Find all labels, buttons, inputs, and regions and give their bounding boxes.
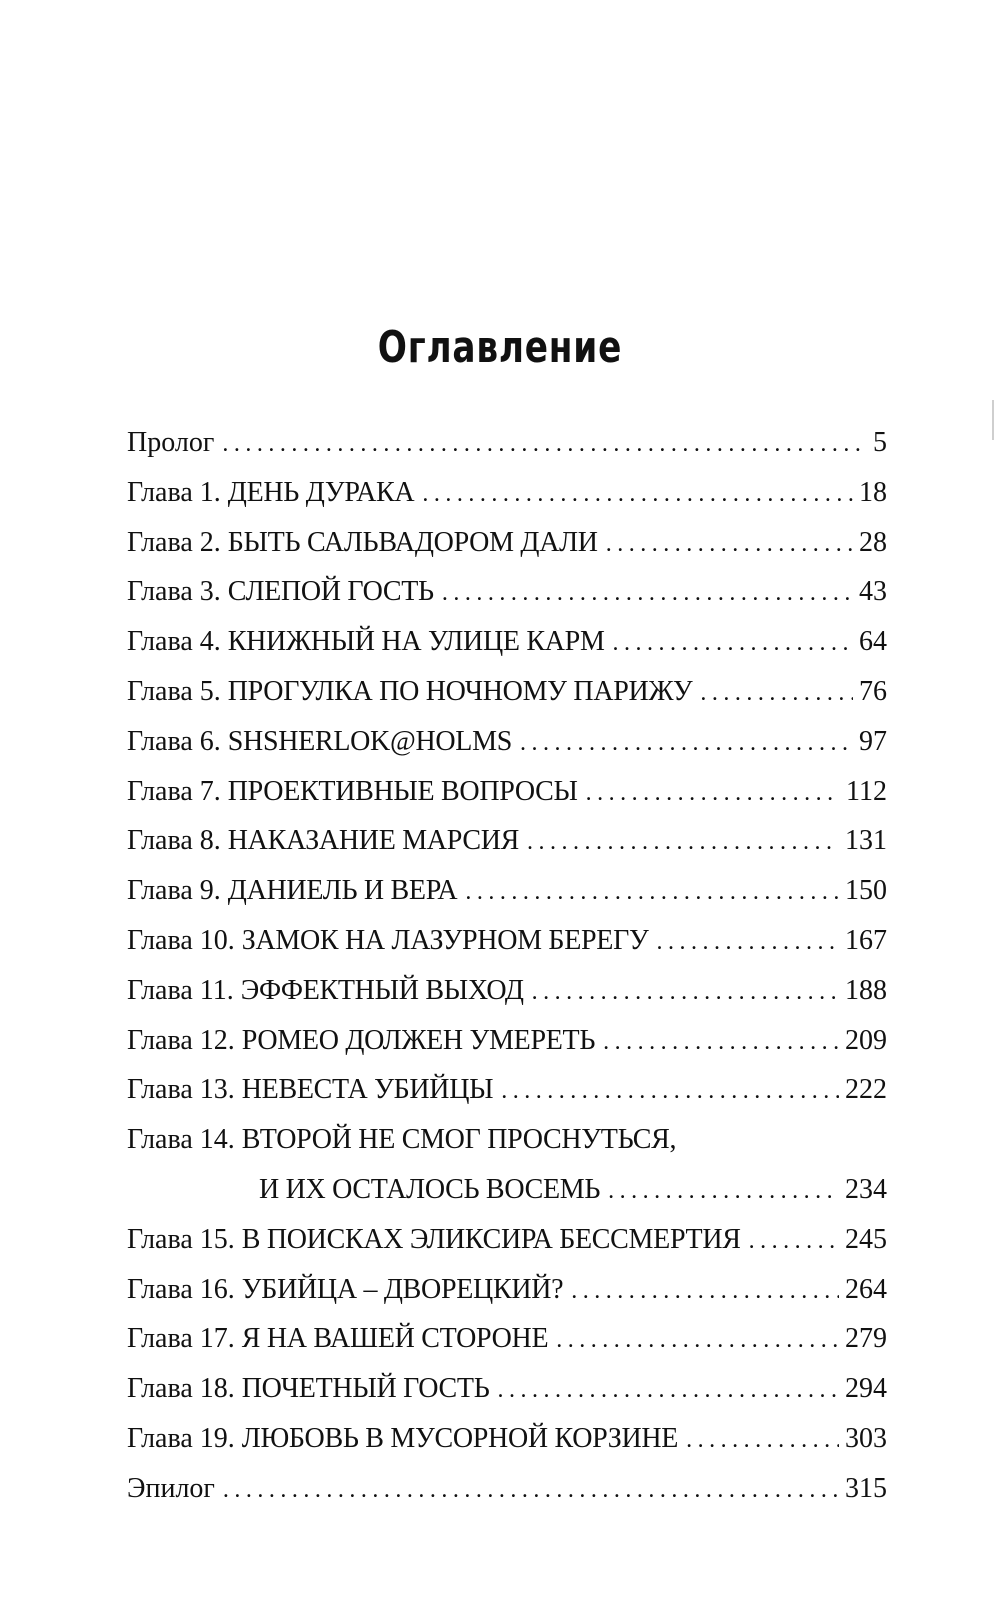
toc-entry-chapter-8[interactable] xyxy=(127,816,887,866)
dot-leader xyxy=(223,1466,839,1516)
chapter-title: SHSHERLOK@HOLMS xyxy=(227,725,512,757)
chapter-title: Я НА ВАШЕЙ СТОРОНЕ xyxy=(241,1323,549,1355)
page-number: 28 xyxy=(859,526,887,558)
chapter-title-continued: И ИХ ОСТАЛОСЬ ВОСЕМЬ xyxy=(259,1173,601,1205)
page-number: 112 xyxy=(846,775,887,807)
entry-prefix: Глава 16. xyxy=(127,1273,235,1305)
page-number: 18 xyxy=(859,476,887,508)
dot-leader xyxy=(700,669,853,719)
toc-entry-chapter-12[interactable] xyxy=(127,1016,887,1066)
dot-leader xyxy=(501,1067,839,1117)
toc-entry-epilogue[interactable] xyxy=(127,1464,887,1514)
page-number: 264 xyxy=(845,1273,887,1305)
dot-leader xyxy=(749,1217,839,1267)
dot-leader xyxy=(442,569,853,619)
page-number: 150 xyxy=(845,875,887,907)
entry-label xyxy=(127,816,519,866)
chapter-title: ПРОЕКТИВНЫЕ ВОПРОСЫ xyxy=(227,775,578,807)
toc-entry-chapter-19[interactable] xyxy=(127,1414,887,1464)
entry-prefix: Глава 3. xyxy=(127,576,221,608)
dot-leader xyxy=(222,420,867,470)
chapter-title: ВТОРОЙ НЕ СМОГ ПРОСНУТЬСЯ, xyxy=(241,1124,677,1156)
chapter-title: КНИЖНЫЙ НА УЛИЦЕ КАРМ xyxy=(227,626,605,658)
page-number: 222 xyxy=(845,1074,887,1106)
entry-label xyxy=(127,1464,215,1514)
entry-prefix: Глава 5. xyxy=(127,675,221,707)
entry-prefix: Глава 6. xyxy=(127,725,221,757)
entry-label xyxy=(127,567,434,617)
page-number: 43 xyxy=(859,576,887,608)
dot-leader xyxy=(586,769,840,819)
entry-prefix: Глава 17. xyxy=(127,1323,235,1355)
entry-line-1 xyxy=(127,1115,887,1165)
dot-leader xyxy=(520,719,853,769)
toc-entry-chapter-5[interactable] xyxy=(127,667,887,717)
chapter-title: НЕВЕСТА УБИЙЦЫ xyxy=(241,1074,494,1106)
page-number: 131 xyxy=(845,825,887,857)
entry-label xyxy=(127,866,457,916)
entry-prefix: Глава 14. xyxy=(127,1124,235,1156)
entry-label xyxy=(127,468,414,518)
toc-entry-chapter-14[interactable] xyxy=(127,1115,887,1215)
chapter-title: БЫТЬ САЛЬВАДОРОМ ДАЛИ xyxy=(227,526,598,558)
toc-entry-chapter-16[interactable] xyxy=(127,1265,887,1315)
dot-leader xyxy=(686,1416,839,1466)
chapter-title: ПОЧЕТНЫЙ ГОСТЬ xyxy=(241,1373,490,1405)
entry-prefix: Глава 11. xyxy=(127,974,234,1006)
page-number: 315 xyxy=(845,1472,887,1504)
entry-label xyxy=(127,418,214,468)
toc-entry-chapter-2[interactable] xyxy=(127,518,887,568)
page-number: 76 xyxy=(859,675,887,707)
page-number: 209 xyxy=(845,1024,887,1056)
page-title: Оглавление xyxy=(377,322,623,373)
dot-leader xyxy=(556,1316,839,1366)
toc-entry-chapter-17[interactable] xyxy=(127,1314,887,1364)
chapter-title: РОМЕО ДОЛЖЕН УМЕРЕТЬ xyxy=(241,1024,596,1056)
entry-prefix: Глава 8. xyxy=(127,825,221,857)
page-number: 167 xyxy=(845,924,887,956)
entry-prefix: Глава 15. xyxy=(127,1223,235,1255)
dot-leader xyxy=(606,520,853,570)
entry-prefix: Глава 1. xyxy=(127,476,221,508)
entry-label xyxy=(127,1016,595,1066)
page-number: 188 xyxy=(845,974,887,1006)
toc-entry-chapter-3[interactable] xyxy=(127,567,887,617)
dot-leader xyxy=(657,918,840,968)
chapter-title: УБИЙЦА – ДВОРЕЦКИЙ? xyxy=(241,1273,564,1305)
entry-prefix: Глава 18. xyxy=(127,1373,235,1405)
entry-label xyxy=(127,1065,493,1115)
toc-entry-prologue[interactable] xyxy=(127,418,887,468)
entry-label xyxy=(127,1364,489,1414)
chapter-title: СЛЕПОЙ ГОСТЬ xyxy=(227,576,434,608)
chapter-title: ЛЮБОВЬ В МУСОРНОЙ КОРЗИНЕ xyxy=(241,1422,679,1454)
toc-entry-chapter-10[interactable] xyxy=(127,916,887,966)
entry-prefix: Глава 10. xyxy=(127,924,235,956)
page-number: 64 xyxy=(859,626,887,658)
chapter-title: ДЕНЬ ДУРАКА xyxy=(227,476,415,508)
toc-entry-chapter-18[interactable] xyxy=(127,1364,887,1414)
page-number: 279 xyxy=(845,1323,887,1355)
entry-label xyxy=(127,667,692,717)
chapter-title: ЗАМОК НА ЛАЗУРНОМ БЕРЕГУ xyxy=(241,924,649,956)
toc-entry-chapter-11[interactable] xyxy=(127,966,887,1016)
toc-entry-chapter-9[interactable] xyxy=(127,866,887,916)
entry-prefix: Глава 7. xyxy=(127,775,221,807)
entry-label xyxy=(127,966,524,1016)
entry-prefix: Глава 2. xyxy=(127,526,221,558)
entry-prefix: Глава 19. xyxy=(127,1422,235,1454)
page-number: 234 xyxy=(845,1173,887,1205)
entry-label xyxy=(127,617,605,667)
dot-leader xyxy=(608,1167,839,1217)
entry-label xyxy=(127,1265,563,1315)
page-number: 303 xyxy=(845,1422,887,1454)
page-number: 245 xyxy=(845,1223,887,1255)
entry-prefix: Пролог xyxy=(127,427,215,458)
entry-prefix: Глава 9. xyxy=(127,875,221,907)
page-number: 97 xyxy=(859,725,887,757)
page-edge-mark xyxy=(992,400,994,440)
toc-entry-chapter-1[interactable] xyxy=(127,468,887,518)
entry-prefix: Эпилог xyxy=(127,1472,215,1504)
entry-line-2 xyxy=(127,1165,887,1215)
toc-entry-chapter-13[interactable] xyxy=(127,1065,887,1115)
toc-entry-chapter-4[interactable] xyxy=(127,617,887,667)
entry-prefix: Глава 4. xyxy=(127,626,221,658)
dot-leader xyxy=(613,619,853,669)
dot-leader xyxy=(603,1018,839,1068)
toc-entry-chapter-7[interactable] xyxy=(127,767,887,817)
chapter-title: ДАНИЕЛЬ И ВЕРА xyxy=(227,875,458,907)
dot-leader xyxy=(465,868,839,918)
entry-label xyxy=(127,518,598,568)
dot-leader xyxy=(497,1366,839,1416)
dot-leader xyxy=(571,1267,839,1317)
page-number: 294 xyxy=(845,1373,887,1405)
page-number: 5 xyxy=(873,427,887,458)
chapter-title: В ПОИСКАХ ЭЛИКСИРА БЕССМЕРТИЯ xyxy=(241,1223,741,1255)
entry-prefix: Глава 12. xyxy=(127,1024,235,1056)
entry-label xyxy=(127,717,512,767)
entry-prefix: Глава 13. xyxy=(127,1074,235,1106)
toc-entry-chapter-15[interactable] xyxy=(127,1215,887,1265)
chapter-title: НАКАЗАНИЕ МАРСИЯ xyxy=(227,825,520,857)
entry-label xyxy=(127,1215,741,1265)
dot-leader xyxy=(527,818,839,868)
entry-label xyxy=(127,1414,678,1464)
toc-entry-chapter-6[interactable] xyxy=(127,717,887,767)
dot-leader xyxy=(532,968,839,1018)
dot-leader xyxy=(422,470,853,520)
entry-label xyxy=(127,767,578,817)
entry-label xyxy=(127,916,649,966)
chapter-title: ПРОГУЛКА ПО НОЧНОМУ ПАРИЖУ xyxy=(227,675,693,707)
chapter-title: ЭФФЕКТНЫЙ ВЫХОД xyxy=(240,974,524,1006)
table-of-contents xyxy=(127,418,887,1514)
entry-label xyxy=(127,1314,548,1364)
